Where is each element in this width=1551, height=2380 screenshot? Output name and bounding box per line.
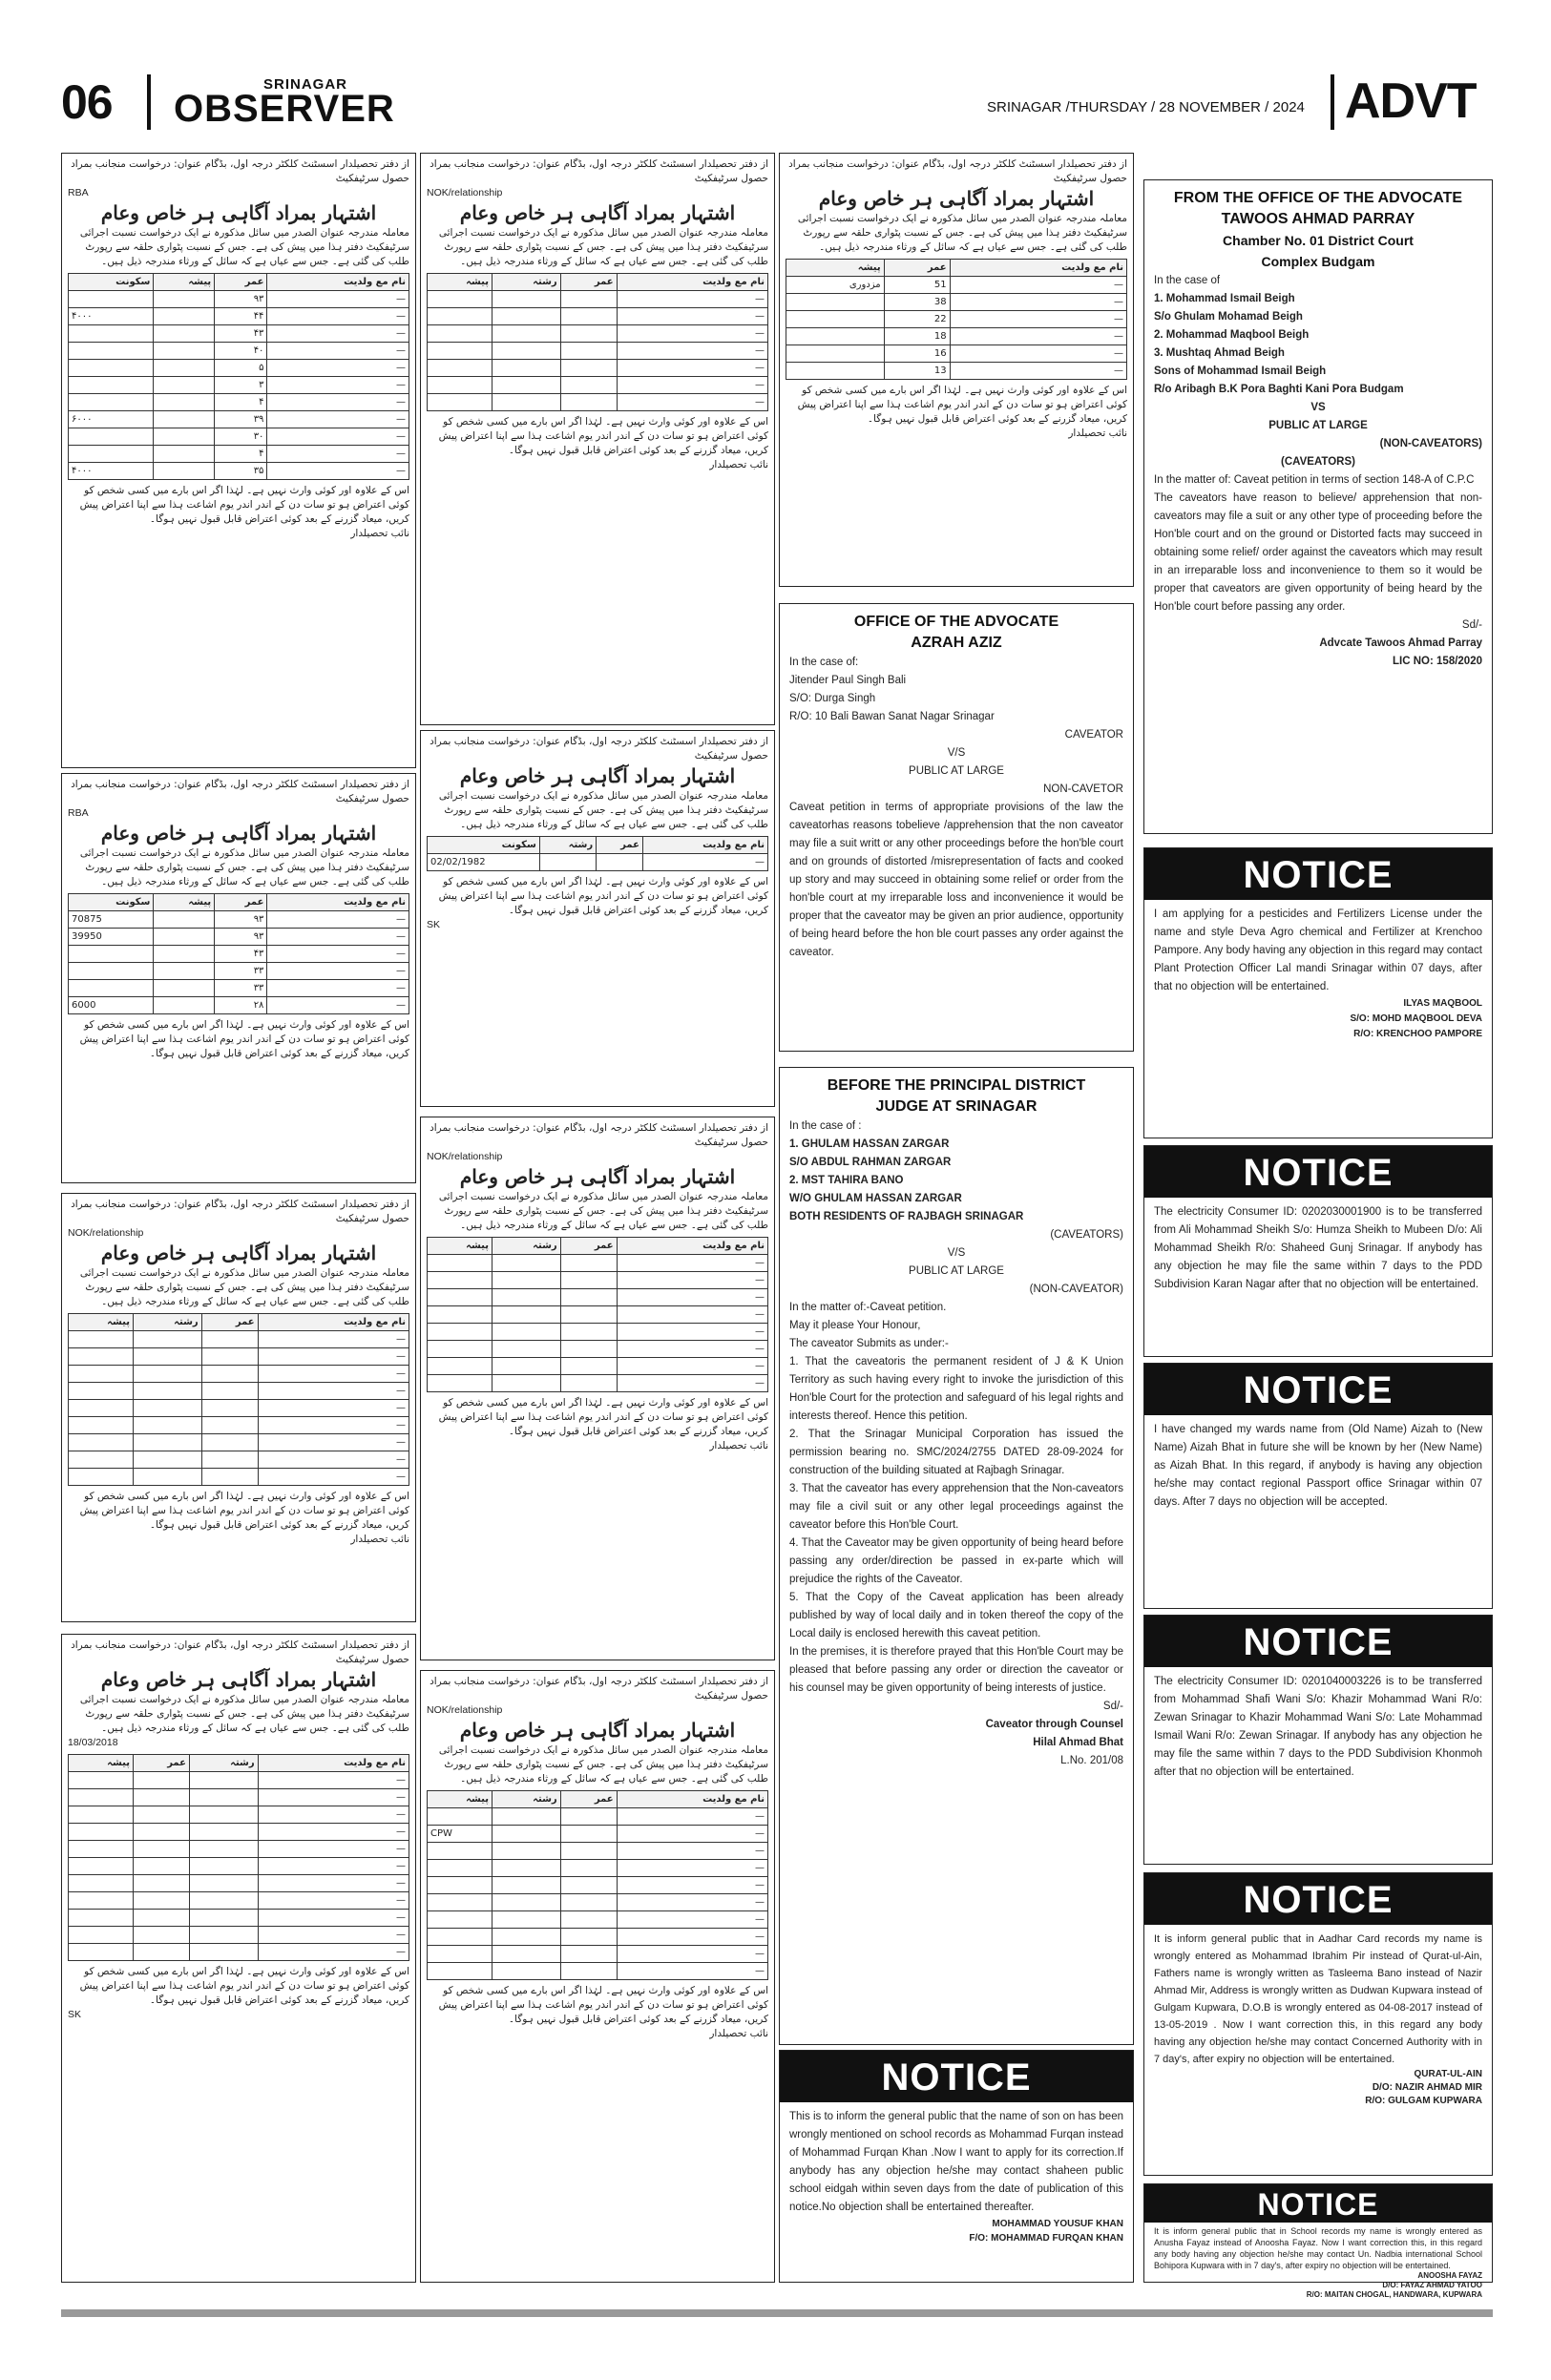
section-label: ADVT: [1345, 73, 1477, 129]
urdu-notice-1: [61, 153, 416, 768]
party-line: R/o Aribagh B.K Pora Baghti Kani Pora Budgam: [1154, 384, 1404, 395]
notice-body: I am applying for a pesticides and Fertilizers License under the name and style Deva Agro chemical and Fertilizer at Krenchoo Pampore. Any body having any objection in this regard may contact Plant Protection Officer Lal mandi Srinagar within 07 days, after that no objection will be entertained.: [1154, 908, 1482, 992]
notice-body: This is to inform the general public that the name of son on has been wrongly mentioned on school records as Mohammad Furqan instead of Mohammad Furqan Khan .Now I want to apply for its correction.If anybody has any objection he/she may contact shaheen public school eidgah within seven days from the date of publication of this notice.No objection shall be entertained thereafter.: [789, 2111, 1123, 2213]
table-row: —: [69, 1417, 409, 1434]
table-row: — ۴: [69, 446, 409, 463]
table-row: —: [69, 1772, 409, 1789]
table-row: — ۵: [69, 360, 409, 377]
signature-line: S/O: MOHD MAQBOOL DEVA: [1350, 1013, 1482, 1024]
heirs-table: نام مع ولدیت عمر رشتہ پیشہ — — — — — — — — —: [68, 1313, 409, 1486]
table-row: —: [428, 1946, 768, 1963]
table-row: —: [428, 1860, 768, 1877]
license-number: LIC NO: 158/2020: [1393, 656, 1482, 667]
caveat-body: Caveat petition in terms of appropriate provisions of the law the caveatorhas reasons tobelieve /apprehension that the non caveator may file a suit writt or any other proceedings before the hon'ble court and on grounds of distorted /misrepresentation of facts and cooked up story and may succeed in obtaining some relief or order from the hon'ble court at my irreparable loss and inconvenience it would be proper that the caveator may be given an prior audience, opportunity of being heard before the hon ble court passes any order against the caveator.: [789, 802, 1123, 958]
table-row: —: [428, 1894, 768, 1911]
urdu-heading: اشتہار بمراد آگاہی ہر خاص وعام: [459, 1719, 736, 1742]
table-row: —: [428, 1929, 768, 1946]
notice-heading: NOTICE: [1144, 848, 1492, 900]
table-row: —: [428, 325, 768, 343]
page-number: 06: [61, 75, 113, 129]
urdu-heading: اشتہار بمراد آگاہی ہر خاص وعام: [818, 187, 1095, 210]
table-row: —: [428, 360, 768, 377]
table-row: —: [428, 1289, 768, 1306]
caveat-paragraph: 4. That the Caveator may be given opportunity of being heard before passing any order/direction be passed in ex-parte which will prejudice the rights of the Caveator.: [789, 1537, 1123, 1585]
heirs-table: نام مع ولدیت عمر رشتہ پیشہ — — — — — — —: [427, 273, 768, 411]
urdu-notice-6: [420, 730, 775, 1107]
logo-top-text: SRINAGAR: [263, 76, 348, 93]
urdu-closing: اس کے علاوہ اور کوئی وارث نہیں ہے۔ لہٰذا اگر اس بارے میں کسی شخص کو کوئی اعتراض ہو تو سات دن کے اندر اندر یوم اشاعت ہذا سے اپنا اعتراض پیش کریں، میعاد گزرنے کے بعد کوئی اعتراض قابل قبول نہیں ہوگا۔: [438, 1397, 768, 1437]
notice-electricity-1: [1143, 1145, 1493, 1357]
table-row: — ۴: [69, 394, 409, 411]
matter-line: In the matter of:-Caveat petition.: [789, 1302, 947, 1313]
caveat-body: The caveators have reason to believe/ apprehension that non-caveators may file a suit or any other type of proceeding before the Hon'ble court and on the ground or Distorted facts may succeed in obtaining some relief/ order against the caveators which may result in an irreparable loss and inconvenience to them so it would be proper that caveators are given opportunity of being heard by the Hon'ble court before passing any order.: [1154, 492, 1482, 613]
submission-intro: The caveator Submits as under:-: [789, 1338, 949, 1349]
urdu-heading: اشتہار بمراد آگاہی ہر خاص وعام: [100, 822, 377, 845]
table-row: —: [428, 1843, 768, 1860]
public-label: PUBLIC AT LARGE: [909, 765, 1004, 777]
non-caveator-label: NON-CAVETOR: [1043, 783, 1123, 795]
signature-line: Advcate Tawoos Ahmad Parray: [1319, 637, 1482, 649]
table-row: —: [428, 1358, 768, 1375]
signature-line: Caveator through Counsel: [985, 1719, 1123, 1730]
versus-label: V/S: [947, 1247, 966, 1259]
signature-sd: Sd/-: [1461, 619, 1482, 631]
caveat-title: FROM THE OFFICE OF THE ADVOCATE: [1173, 190, 1463, 206]
prayer-paragraph: In the premises, it is therefore prayed that this Hon'ble Court may be pleased that before passing any order or direction the caveator or his counsel may be given opportunity of being interests of justice.: [789, 1646, 1123, 1694]
urdu-intro: از دفتر تحصیلدار اسسٹنٹ کلکٹر درجہ اول، بڈگام عنوان: درخواست منجانب بمراد حصول سرٹیفکیٹ: [430, 1122, 768, 1148]
urdu-intro: از دفتر تحصیلدار اسسٹنٹ کلکٹر درجہ اول، بڈگام عنوان: درخواست منجانب بمراد حصول سرٹیفکیٹ: [430, 736, 768, 762]
heirs-table: [68, 273, 409, 480]
party-line: 1. GHULAM HASSAN ZARGAR: [789, 1138, 950, 1150]
public-label: PUBLIC AT LARGE: [909, 1265, 1004, 1277]
signature-line: ANOOSHA FAYAZ: [1417, 2271, 1482, 2280]
urdu-body: معاملہ مندرجہ عنوان الصدر میں سائل مذکورہ نے ایک درخواست نسبت اجرائی سرٹیفکیٹ دفتر ہذا میں پیش کی ہے۔ جس کے نسبت پٹواری حلقہ سے رپورٹ طلب کی گئی ہے۔ جس سے عیاں ہے کہ سائل کے ورثاء مندرجہ ذیل ہیں۔: [79, 847, 409, 887]
table-row: —: [69, 1892, 409, 1910]
urdu-notice-8: [420, 1670, 775, 2283]
urdu-body: معاملہ مندرجہ عنوان الصدر میں سائل مذکورہ نے ایک درخواست نسبت اجرائی سرٹیفکیٹ دفتر ہذا میں پیش کی ہے۔ جس کے نسبت پٹواری حلقہ سے رپورٹ طلب کی گئی ہے۔ جس سے عیاں ہے کہ سائل کے ورثاء مندرجہ ذیل ہیں۔: [79, 1267, 409, 1307]
signature-line: D/O: FAYAZ AHMAD YATOO: [1382, 2281, 1482, 2289]
urdu-heading: اشتہار بمراد آگاہی ہر خاص وعام: [100, 201, 377, 224]
notice-body: It is inform general public that in School records my name is wrongly entered as Anusha Fayaz instead of Anoosha Fayaz. Now I want correction this, in this regard any body having any objection he/she may contact Un. Nadbia international School Bohipora Kupwara with in 7 day's, after expiry no objection will be entertained.: [1154, 2226, 1482, 2270]
urdu-heading: اشتہار بمراد آگاہی ہر خاص وعام: [100, 1242, 377, 1264]
urdu-closing: اس کے علاوہ اور کوئی وارث نہیں ہے۔ لہٰذا اگر اس بارے میں کسی شخص کو کوئی اعتراض ہو تو سات دن کے اندر اندر یوم اشاعت ہذا سے اپنا اعتراض پیش کریں، میعاد گزرنے کے بعد کوئی اعتراض قابل قبول نہیں ہوگا۔: [438, 1985, 768, 2025]
notice-name-change: [1143, 1363, 1493, 1609]
versus-label: VS: [1310, 402, 1326, 413]
masthead: [61, 69, 1493, 136]
advocate-name: AZRAH AZIZ: [911, 635, 1002, 651]
chamber-line: Chamber No. 01 District Court: [1223, 233, 1414, 248]
urdu-heading: اشتہار بمراد آگاہی ہر خاص وعام: [459, 1165, 736, 1188]
table-row: — 51 مزدوری: [786, 277, 1127, 294]
advocate-name: TAWOOS AHMAD PARRAY: [1221, 211, 1415, 227]
case-intro: In the case of:: [789, 657, 859, 668]
table-row: —: [69, 1841, 409, 1858]
notice-heading: NOTICE: [1144, 1364, 1492, 1415]
table-row: —: [69, 1927, 409, 1944]
table-row: —: [69, 1451, 409, 1469]
signature-line: D/O: NAZIR AHMAD MIR: [1372, 2082, 1482, 2093]
caveat-title: OFFICE OF THE ADVOCATE: [853, 614, 1059, 630]
officer-code: SK: [68, 2009, 82, 2020]
table-row: — ۳: [69, 377, 409, 394]
heirs-table: نام مع ولدیت عمر رشتہ پیشہ — — CPW — — — — — — — —: [427, 1790, 768, 1980]
party-line: R/O: 10 Bali Bawan Sanat Nagar Srinagar: [789, 711, 995, 722]
notice-school-record: [1143, 2183, 1493, 2299]
signature-line: R/O: GULGAM KUPWARA: [1365, 2096, 1482, 2106]
signature-line: R/O: KRENCHOO PAMPORE: [1353, 1029, 1482, 1039]
urdu-closing: اس کے علاوہ اور کوئی وارث نہیں ہے۔ لہٰذا اگر اس بارے میں کسی شخص کو کوئی اعتراض ہو تو سات دن کے اندر اندر یوم اشاعت ہذا سے اپنا اعتراض پیش کریں، میعاد گزرنے کے بعد کوئی اعتراض قابل قبول نہیں ہوگا۔: [79, 1019, 409, 1059]
officer-signature: نائب تحصیلدار: [1068, 428, 1127, 439]
notice-heading: NOTICE: [780, 2051, 1133, 2102]
nok-label: NOK/relationship: [427, 1151, 503, 1162]
table-row: —: [69, 1331, 409, 1348]
table-row: —: [428, 377, 768, 394]
party-line: W/O GHULAM HASSAN ZARGAR: [789, 1193, 962, 1204]
notice-body: It is inform general public that in Aadhar Card records my name is wrongly entered as Mohammad Ibrahim Pir instead of Qurat-ul-Ain, Fathers name is wrongly written as Tasleema Bano instead of Nazir Ahmad Mir, Address is wrongly written as Dudwan Kupwara instead of Gulgam Kupwara, D.O.B is wrongly entered as 04-08-2017 instead of 13-05-2019 . Now I want correction this, in this regard any body having any objection he/she may contact Concerned Authority with in 7 day's, after expiry no objection will be entertained.: [1154, 1933, 1482, 2065]
notice-body: The electricity Consumer ID: 0201040003226 is to be transferred from Mohammad Shafi Wani S/o: Khazir Mohammad Wani R/o: Zewan Srinagar to Khazir Mohammad Wani S/o: Late Mohammad Ismail Wani R/o: Zewan Srinagar. If anybody has any objection he may file the same within 7 days to the PDD Subdivision Khonmoh after that no objection will be entertained.: [1154, 1676, 1482, 1778]
signature-line: R/O: MAITAN CHOGAL, HANDWARA, KUPWARA: [1306, 2290, 1482, 2299]
notice-electricity-2: [1143, 1615, 1493, 1865]
masthead-divider: [147, 74, 151, 130]
party-line: S/o Ghulam Mohamad Beigh: [1154, 311, 1303, 323]
table-row: — ۳۵ ۴۰۰۰: [69, 463, 409, 480]
non-caveator-label: (NON-CAVEATOR): [1029, 1284, 1123, 1295]
urdu-intro: از دفتر تحصیلدار اسسٹنٹ کلکٹر درجہ اول، بڈگام عنوان: درخواست منجانب بمراد حصول سرٹیفکیٹ: [71, 779, 409, 804]
footer-rule: [61, 2309, 1493, 2317]
caveators-label: (CAVEATORS): [1281, 456, 1355, 468]
party-line: Jitender Paul Singh Bali: [789, 675, 907, 686]
signature-line: L.No. 201/08: [1060, 1755, 1123, 1766]
officer-signature: نائب تحصیلدار: [709, 2028, 768, 2039]
rba-code: RBA: [68, 807, 89, 819]
urdu-intro: از دفتر تحصیلدار اسسٹنٹ کلکٹر درجہ اول، بڈگام عنوان: درخواست منجانب بمراد حصول سرٹیفکیٹ: [71, 1639, 409, 1665]
urdu-body: معاملہ مندرجہ عنوان الصدر میں سائل مذکورہ نے ایک درخواست نسبت اجرائی سرٹیفکیٹ دفتر ہذا میں پیش کی ہے۔ جس کے نسبت پٹواری حلقہ سے رپورٹ طلب کی گئی ہے۔ جس سے عیاں ہے کہ سائل کے ورثاء مندرجہ ذیل ہیں۔: [438, 227, 768, 267]
party-line: S/O ABDUL RAHMAN ZARGAR: [789, 1157, 952, 1168]
nok-label: NOK/relationship: [427, 1704, 503, 1716]
heirs-table: نام مع ولدیت عمر رشتہ پیشہ — — — — — — — —: [427, 1237, 768, 1392]
table-row: — 18: [786, 328, 1127, 345]
table-row: — ۴۳: [69, 946, 409, 963]
heirs-table: نام مع ولدیت رشتہ عمر پیشہ — — — — — — — — — — —: [68, 1754, 409, 1961]
table-row: —: [428, 1375, 768, 1392]
nok-label: NOK/relationship: [427, 187, 503, 198]
table-row: —: [428, 394, 768, 411]
table-row: — 16: [786, 345, 1127, 363]
signature-line: F/O: MOHAMMAD FURQAN KHAN: [969, 2233, 1123, 2244]
nok-label: NOK/relationship: [68, 1227, 144, 1239]
notice-heading: NOTICE: [1144, 1873, 1492, 1925]
table-row: — ۴۳: [69, 325, 409, 343]
urdu-body: معاملہ مندرجہ عنوان الصدر میں سائل مذکورہ نے ایک درخواست نسبت اجرائی سرٹیفکیٹ دفتر ہذا میں پیش کی ہے۔ جس کے نسبت پٹواری حلقہ سے رپورٹ طلب کی گئی ہے۔ جس سے عیاں ہے کہ سائل کے ورثاء مندرجہ ذیل ہیں۔: [438, 790, 768, 830]
urdu-closing: اس کے علاوہ اور کوئی وارث نہیں ہے۔ لہٰذا اگر اس بارے میں کسی شخص کو کوئی اعتراض ہو تو سات دن کے اندر اندر یوم اشاعت ہذا سے اپنا اعتراض پیش کریں، میعاد گزرنے کے بعد کوئی اعتراض قابل قبول نہیں ہوگا۔: [438, 876, 768, 916]
table-row: —: [428, 291, 768, 308]
party-line: S/O: Durga Singh: [789, 693, 876, 704]
caveat-paragraph: 3. That the caveator has every apprehension that the Non-caveators may file a civil suit or any other legal proceedings against the caveator before this Hon'ble Court.: [789, 1483, 1123, 1531]
table-row: —: [69, 1789, 409, 1806]
urdu-body: معاملہ مندرجہ عنوان الصدر میں سائل مذکورہ نے ایک درخواست نسبت اجرائی سرٹیفکیٹ دفتر ہذا میں پیش کی ہے۔ جس کے نسبت پٹواری حلقہ سے رپورٹ طلب کی گئی ہے۔ جس سے عیاں ہے کہ سائل کے ورثاء مندرجہ ذیل ہیں۔: [438, 1744, 768, 1785]
table-row: —: [428, 1255, 768, 1272]
urdu-body: معاملہ مندرجہ عنوان الصدر میں سائل مذکورہ نے ایک درخواست نسبت اجرائی سرٹیفکیٹ دفتر ہذا میں پیش کی ہے۔ جس کے نسبت پٹواری حلقہ سے رپورٹ طلب کی گئی ہے۔ جس سے عیاں ہے کہ سائل کے ورثاء مندرجہ ذیل ہیں۔: [438, 1191, 768, 1231]
table-row: —: [428, 1877, 768, 1894]
urdu-intro: از دفتر تحصیلدار اسسٹنٹ کلکٹر درجہ اول، بڈگام عنوان: درخواست منجانب بمراد حصول سرٹیفکیٹ: [788, 158, 1127, 184]
table-row: —: [69, 1383, 409, 1400]
caveat-azrah-aziz: [779, 603, 1134, 1052]
table-row: — ۳۳: [69, 963, 409, 980]
table-row: — ۴۰: [69, 343, 409, 360]
table-row: —: [428, 1341, 768, 1358]
caveator-label: CAVEATOR: [1064, 729, 1123, 741]
officer-signature: نائب تحصیلدار: [350, 528, 409, 539]
urdu-closing: اس کے علاوہ اور کوئی وارث نہیں ہے۔ لہٰذا اگر اس بارے میں کسی شخص کو کوئی اعتراض ہو تو سات دن کے اندر اندر یوم اشاعت ہذا سے اپنا اعتراض پیش کریں، میعاد گزرنے کے بعد کوئی اعتراض قابل قبول نہیں ہوگا۔: [79, 1491, 409, 1531]
urdu-closing: اس کے علاوہ اور کوئی وارث نہیں ہے۔ لہٰذا اگر اس بارے میں کسی شخص کو کوئی اعتراض ہو تو سات دن کے اندر اندر یوم اشاعت ہذا سے اپنا اعتراض پیش کریں، میعاد گزرنے کے بعد کوئی اعتراض قابل قبول نہیں ہوگا۔: [79, 1966, 409, 2006]
table-row: —: [428, 308, 768, 325]
table-row: —: [69, 1348, 409, 1366]
urdu-body: معاملہ مندرجہ عنوان الصدر میں سائل مذکورہ نے ایک درخواست نسبت اجرائی سرٹیفکیٹ دفتر ہذا میں پیش کی ہے۔ جس کے نسبت پٹواری حلقہ سے رپورٹ طلب کی گئی ہے۔ جس سے عیاں ہے کہ سائل کے ورثاء مندرجہ ذیل ہیں۔: [79, 227, 409, 267]
signature-line: QURAT-UL-AIN: [1414, 2069, 1482, 2079]
table-row: —: [428, 343, 768, 360]
heirs-table: نام مع ولدیت عمر رشتہ سکونت — 02/02/1982: [427, 836, 768, 871]
urdu-notice-4: [61, 1634, 416, 2283]
notice-body: The electricity Consumer ID: 0202030001900 is to be transferred from Ali Mohammad Sheikh S/o: Humza Sheikh to Mubeen D/o: Ali Mohammad Sheikh R/o: Shaheed Gunj Srinagar. If anybody has any objection he may file the same within 7 days to the PDD Subdivision Karan Nagar after that no objection will be entertained.: [1154, 1206, 1482, 1290]
urdu-closing: اس کے علاوہ اور کوئی وارث نہیں ہے۔ لہٰذا اگر اس بارے میں کسی شخص کو کوئی اعتراض ہو تو سات دن کے اندر اندر یوم اشاعت ہذا سے اپنا اعتراض پیش کریں، میعاد گزرنے کے بعد کوئی اعتراض قابل قبول نہیں ہوگا۔: [79, 485, 409, 525]
notice-aadhar-correction: [1143, 1872, 1493, 2176]
table-row: — ۳۹ ۶۰۰۰: [69, 411, 409, 428]
caveat-paragraph: 2. That the Srinagar Municipal Corporation has issued the permission bearing no. SMC/2024/2755 DATED 28-09-2024 for construction of the building situated at Rajbagh Srinagar.: [789, 1429, 1123, 1476]
col-residence: سکونت: [69, 274, 154, 291]
urdu-notice-3: [61, 1193, 416, 1622]
urdu-intro: از دفتر تحصیلدار اسسٹنٹ کلکٹر درجہ اول، بڈگام عنوان: درخواست منجانب بمراد حصول سرٹیفکیٹ: [430, 1676, 768, 1701]
urdu-heading: اشتہار بمراد آگاہی ہر خاص وعام: [100, 1668, 377, 1691]
notice-heading: NOTICE: [1144, 2184, 1492, 2223]
urdu-notice-7: [420, 1117, 775, 1660]
table-row: —: [428, 1272, 768, 1289]
signature-line: ILYAS MAQBOOL: [1403, 998, 1482, 1009]
urdu-intro: از دفتر تحصیلدار اسسٹنٹ کلکٹر درجہ اول، بڈگام عنوان: درخواست منجانب بمراد حصول سرٹیفکیٹ: [430, 158, 768, 184]
officer-code: SK: [427, 919, 441, 930]
court-name: JUDGE AT SRINAGAR: [875, 1098, 1037, 1115]
notice-heading: NOTICE: [1144, 1146, 1492, 1198]
table-row: — 13: [786, 363, 1127, 380]
party-line: 1. Mohammad Ismail Beigh: [1154, 293, 1295, 304]
caveat-principal-judge: [779, 1067, 1134, 2045]
table-row: —: [69, 1806, 409, 1824]
signature-sd: Sd/-: [1102, 1701, 1123, 1712]
public-label: PUBLIC AT LARGE: [1268, 420, 1368, 431]
case-intro: In the case of :: [789, 1120, 862, 1132]
date-value: 18/03/2018: [68, 1737, 118, 1748]
caveators-label: (CAVEATORS): [1050, 1229, 1123, 1241]
table-row: —: [69, 1944, 409, 1961]
urdu-closing: اس کے علاوہ اور کوئی وارث نہیں ہے۔ لہٰذا اگر اس بارے میں کسی شخص کو کوئی اعتراض ہو تو سات دن کے اندر اندر یوم اشاعت ہذا سے اپنا اعتراض پیش کریں، میعاد گزرنے کے بعد کوئی اعتراض قابل قبول نہیں ہوگا۔: [797, 385, 1127, 425]
newspaper-logo: OBSERVER: [174, 88, 395, 130]
table-row: —: [69, 1434, 409, 1451]
urdu-body: معاملہ مندرجہ عنوان الصدر میں سائل مذکورہ نے ایک درخواست نسبت اجرائی سرٹیفکیٹ دفتر ہذا میں پیش کی ہے۔ جس کے نسبت پٹواری حلقہ سے رپورٹ طلب کی گئی ہے۔ جس سے عیاں ہے کہ سائل کے ورثاء مندرجہ ذیل ہیں۔: [79, 1694, 409, 1734]
versus-label: V/S: [947, 747, 966, 759]
table-row: — 22: [786, 311, 1127, 328]
table-row: — CPW: [428, 1826, 768, 1843]
urdu-intro: از دفتر تحصیلدار اسسٹنٹ کلکٹر درجہ اول، بڈگام عنوان: درخواست منجانب بمراد حصول سرٹیفکیٹ: [71, 1199, 409, 1224]
table-row: — ۴۴ ۴۰۰۰: [69, 308, 409, 325]
heirs-table: نام مع ولدیت عمر پیشہ — 51 مزدوری — 38 — 22 — 18 — 16 — 13: [786, 259, 1127, 380]
signature-line: Hilal Ahmad Bhat: [1033, 1737, 1123, 1748]
officer-signature: نائب تحصیلدار: [709, 459, 768, 470]
urdu-notice-2: [61, 773, 416, 1183]
party-line: Sons of Mohammad Ismail Beigh: [1154, 365, 1327, 377]
matter-line: In the matter of: Caveat petition in terms of section 148-A of C.P.C: [1154, 474, 1475, 486]
caveat-title: BEFORE THE PRINCIPAL DISTRICT: [827, 1077, 1086, 1094]
table-row: —: [69, 1400, 409, 1417]
col-name: نام مع ولدیت: [267, 274, 409, 291]
table-row: — ۳۰: [69, 428, 409, 446]
col-occupation: پیشہ: [154, 274, 215, 291]
chamber-line: Complex Budgam: [1261, 254, 1375, 269]
notice-pesticide-license: [1143, 847, 1493, 1138]
table-row: —: [69, 1824, 409, 1841]
salutation: May it please Your Honour,: [789, 1320, 921, 1331]
table-row: —: [428, 1808, 768, 1826]
officer-signature: نائب تحصیلدار: [350, 1534, 409, 1545]
urdu-body: معاملہ مندرجہ عنوان الصدر میں سائل مذکورہ نے ایک درخواست نسبت اجرائی سرٹیفکیٹ دفتر ہذا میں پیش کی ہے۔ جس کے نسبت پٹواری حلقہ سے رپورٹ طلب کی گئی ہے۔ جس سے عیاں ہے کہ سائل کے ورثاء مندرجہ ذیل ہیں۔: [797, 213, 1127, 253]
table-row: — ۹۳ 70875: [69, 911, 409, 929]
table-row: —: [69, 1469, 409, 1486]
urdu-notice-5: [420, 153, 775, 725]
table-row: — ۳۳: [69, 980, 409, 997]
urdu-notice-9: [779, 153, 1134, 587]
table-row: —: [69, 1910, 409, 1927]
rba-code: RBA: [68, 187, 89, 198]
table-row: —: [428, 1324, 768, 1341]
caveat-paragraph: 1. That the caveatoris the permanent resident of J & K Union Territory as such having every right to invoke the jurisdiction of this Hon'ble Court for the protection and safeguard of his legal rights and interests thereof. Hence this petition.: [789, 1356, 1123, 1422]
table-row: — 38: [786, 294, 1127, 311]
masthead-divider: [1331, 74, 1334, 130]
signature-line: MOHAMMAD YOUSUF KHAN: [992, 2219, 1123, 2229]
notice-heading: NOTICE: [1144, 1616, 1492, 1667]
table-row: — 02/02/1982: [428, 854, 768, 871]
table-row: —: [69, 1366, 409, 1383]
case-intro: In the case of: [1154, 275, 1221, 286]
table-row: —: [428, 1911, 768, 1929]
caveat-tawoos-parray: [1143, 179, 1493, 834]
table-row: —: [428, 1306, 768, 1324]
urdu-heading: اشتہار بمراد آگاہی ہر خاص وعام: [459, 764, 736, 787]
urdu-closing: اس کے علاوہ اور کوئی وارث نہیں ہے۔ لہٰذا اگر اس بارے میں کسی شخص کو کوئی اعتراض ہو تو سات دن کے اندر اندر یوم اشاعت ہذا سے اپنا اعتراض پیش کریں، میعاد گزرنے کے بعد کوئی اعتراض قابل قبول نہیں ہوگا۔: [438, 416, 768, 456]
table-row: — ۹۳: [69, 291, 409, 308]
party-line: 3. Mushtaq Ahmad Beigh: [1154, 347, 1285, 359]
urdu-heading: اشتہار بمراد آگاہی ہر خاص وعام: [459, 201, 736, 224]
table-row: —: [69, 1858, 409, 1875]
urdu-intro: از دفتر تحصیلدار اسسٹنٹ کلکٹر درجہ اول، بڈگام عنوان: درخواست منجانب بمراد حصول سرٹیفکیٹ: [71, 158, 409, 184]
col-age: عمر: [215, 274, 267, 291]
heirs-table: نام مع ولدیت عمر پیشہ سکونت — ۹۳ 70875 — ۹۳ 39950 — ۴۳ — ۳۳ — ۳۳ — ۲۸ 6000: [68, 893, 409, 1014]
table-row: — ۹۳ 39950: [69, 929, 409, 946]
table-row: —: [69, 1875, 409, 1892]
party-line: BOTH RESIDENTS OF RAJBAGH SRINAGAR: [789, 1211, 1024, 1222]
notice-school: [779, 2050, 1134, 2283]
caveat-paragraph: 5. That the Copy of the Caveat application has been already published by way of local daily and in token thereof the copy of the Local daily is enclosed herewith this caveat petition.: [789, 1592, 1123, 1639]
table-row: —: [428, 1963, 768, 1980]
non-caveators-label: (NON-CAVEATORS): [1379, 438, 1482, 449]
party-line: 2. MST TAHIRA BANO: [789, 1175, 904, 1186]
officer-signature: نائب تحصیلدار: [709, 1440, 768, 1451]
dateline: SRINAGAR /THURSDAY / 28 NOVEMBER / 2024: [987, 99, 1305, 115]
notice-body: I have changed my wards name from (Old Name) Aizah to (New Name) Aizah Bhat in future she will be known by her (New Name) as Aizah Bhat. In this regard, if anybody is having any objection he/she may contact regional Passport office Srinagar within 07 days. After 7 days no objection will be accepted.: [1154, 1424, 1482, 1508]
table-row: — ۲۸ 6000: [69, 997, 409, 1014]
party-line: 2. Mohammad Maqbool Beigh: [1154, 329, 1310, 341]
